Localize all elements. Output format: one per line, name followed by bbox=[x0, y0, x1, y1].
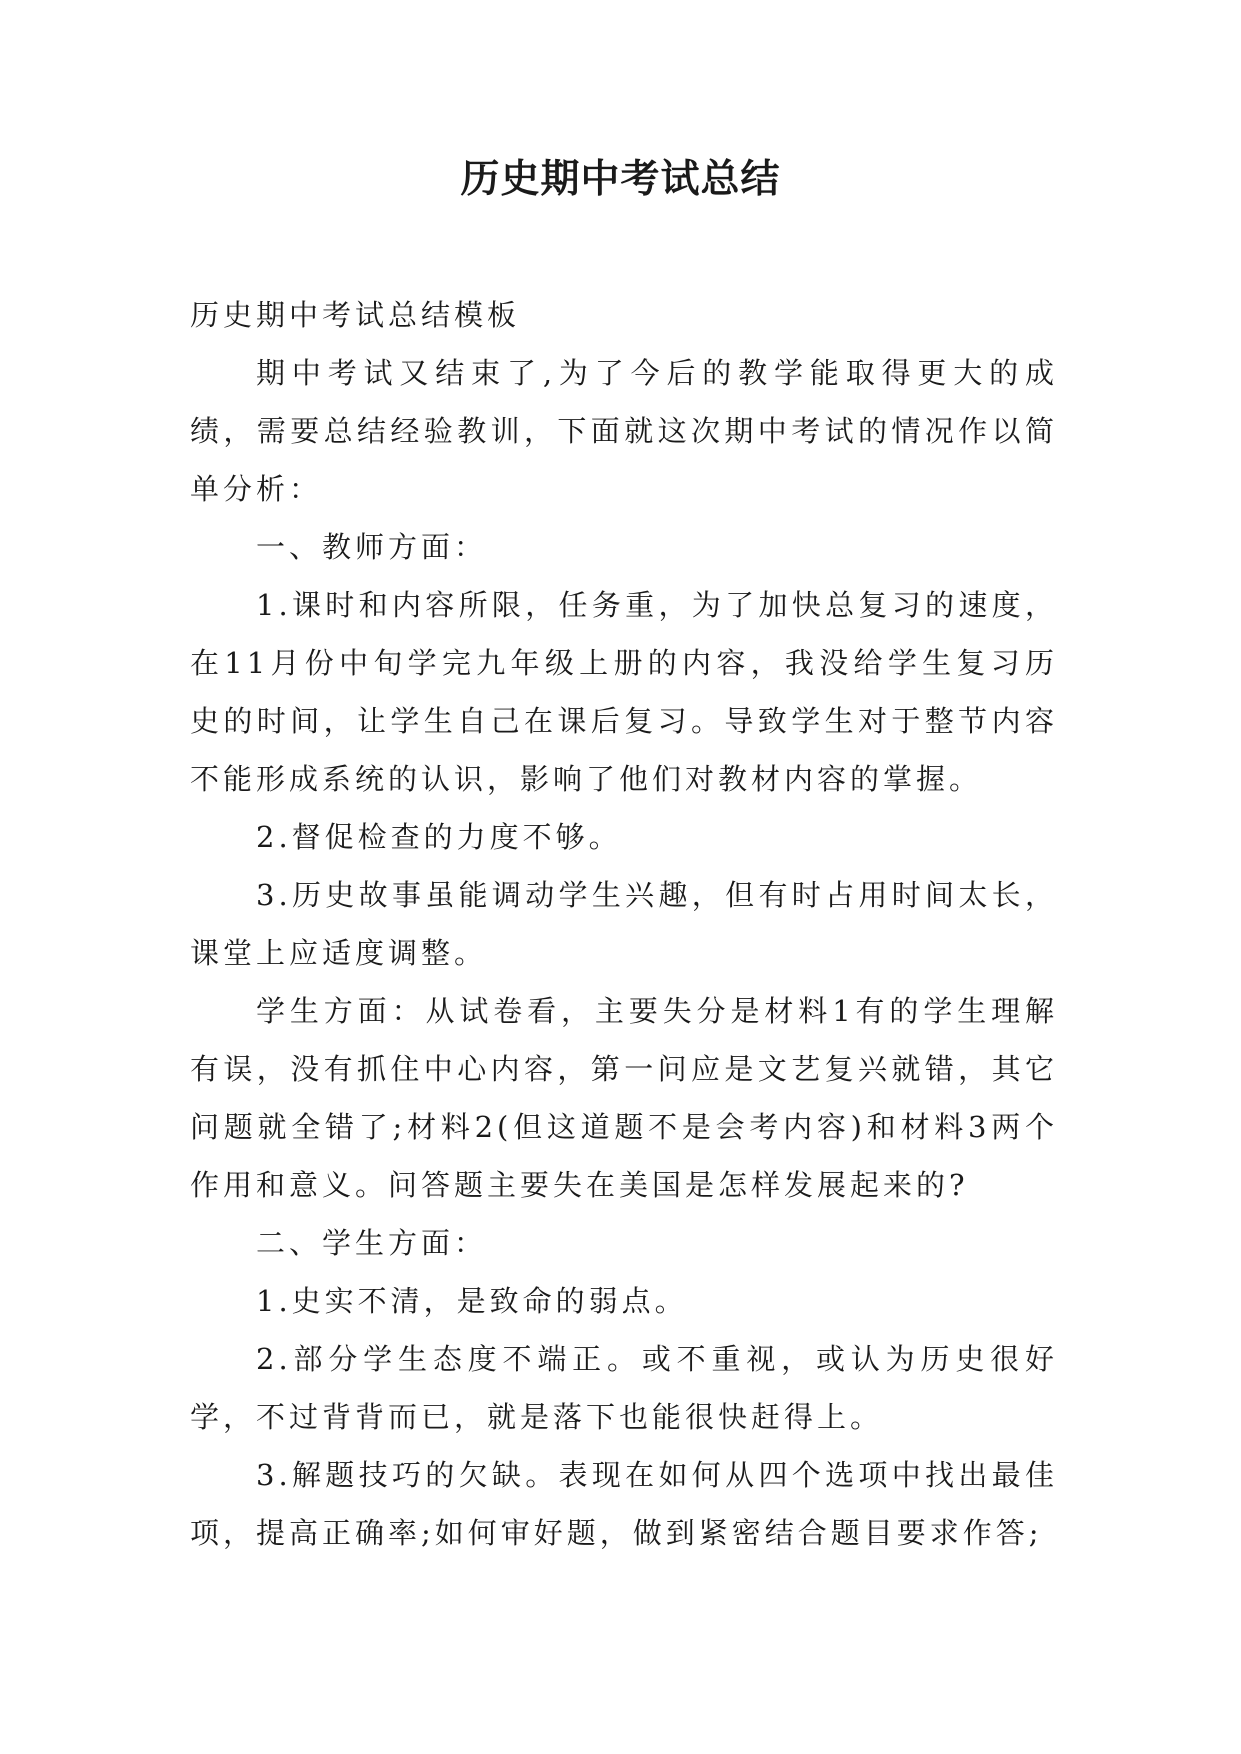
heading-teacher-aspect: 一、教师方面： bbox=[256, 530, 488, 564]
student-point-3: 3.解题技巧的欠缺。表现在如何从四个选项中找出最佳项，提高正确率;如何审好题，做到紧密结合题目要求作答; bbox=[190, 1458, 1058, 1550]
student-point-2: 2.部分学生态度不端正。或不重视，或认为历史很好学，不过背背而已，就是落下也能很快赶得上。 bbox=[190, 1342, 1058, 1434]
paragraph-student-analysis: 学生方面：从试卷看，主要失分是材料1有的学生理解有误，没有抓住中心内容，第一问应是文艺复兴就错，其它问题就全错了;材料2(但这道题不是会考内容)和材料3两个作用和意义。问答题主要失在美国是怎样发展起来的? bbox=[190, 994, 1058, 1202]
document-title: 历史期中考试总结 bbox=[460, 157, 781, 202]
teacher-point-1: 1.课时和内容所限，任务重，为了加快总复习的速度，在11月份中旬学完九年级上册的内容，我没给学生复习历史的时间，让学生自己在课后复习。导致学生对于整节内容不能形成系统的认识，影响了他们对教材内容的掌握。 bbox=[190, 588, 1058, 796]
teacher-point-3: 3.历史故事虽能调动学生兴趣，但有时占用时间太长，课堂上应适度调整。 bbox=[190, 878, 1058, 970]
document-body bbox=[190, 286, 1058, 1562]
teacher-point-2: 2.督促检查的力度不够。 bbox=[256, 820, 622, 854]
student-point-1: 1.史实不清，是致命的弱点。 bbox=[256, 1284, 688, 1318]
document-subtitle: 历史期中考试总结模板 bbox=[190, 298, 521, 332]
heading-student-aspect: 二、学生方面： bbox=[256, 1226, 488, 1260]
paragraph-intro: 期中考试又结束了,为了今后的教学能取得更大的成绩，需要总结经验教训，下面就这次期中考试的情况作以简单分析： bbox=[190, 356, 1058, 506]
